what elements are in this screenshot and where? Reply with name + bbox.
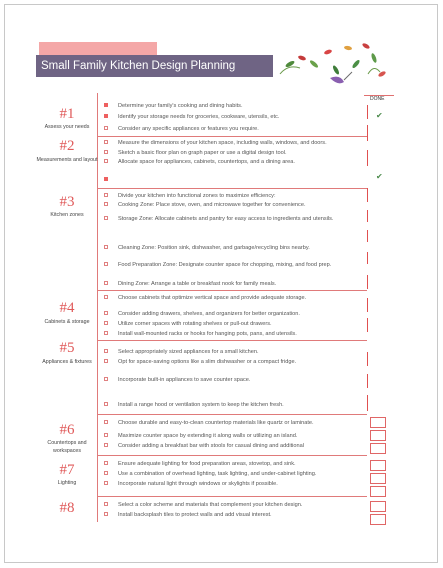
done-column-rail	[367, 188, 368, 202]
list-item: Dining Zone: Arrange a table or breakfast nook for family meals.	[104, 281, 364, 289]
section-label: Measurements and layout	[36, 157, 98, 163]
checkbox-icon[interactable]	[104, 216, 108, 220]
section-divider	[97, 414, 367, 415]
checkbox-icon[interactable]	[104, 359, 108, 363]
checkbox-icon[interactable]	[104, 433, 108, 437]
done-column-rail	[367, 352, 368, 366]
checkbox-icon[interactable]	[104, 295, 108, 299]
title-accent	[39, 42, 157, 56]
done-column-rail	[367, 150, 368, 166]
section-number: #8	[59, 500, 75, 516]
list-item: Determine your family's cooking and dining habits.	[104, 103, 364, 111]
section-divider	[97, 455, 367, 456]
done-column-rail	[367, 374, 368, 388]
list-item: Cooking Zone: Place stove, oven, and microwave together for convenience.	[104, 202, 364, 210]
list-item: Ensure adequate lighting for food preparation areas, stovetop, and sink.	[104, 461, 364, 469]
list-item: Install wall-mounted racks or hooks for hanging pots, pans, and utensils.	[104, 331, 364, 339]
done-checkbox[interactable]	[370, 486, 386, 497]
done-column-rail	[367, 318, 368, 332]
list-item: Cleaning Zone: Position sink, dishwasher, and garbage/recycling bins nearby.	[104, 245, 364, 253]
checkmark-icon: ✔	[376, 172, 383, 181]
done-checkbox[interactable]	[370, 514, 386, 525]
section-number: #6	[59, 422, 75, 438]
done-checkbox[interactable]	[370, 460, 386, 471]
list-item: Use a combination of overhead lighting, task lighting, and under-cabinet lighting.	[104, 471, 364, 479]
checkbox-icon[interactable]	[104, 193, 108, 197]
list-item: Storage Zone: Allocate cabinets and pantry for easy access to ingredients and utensils.	[104, 216, 364, 224]
checkbox-icon[interactable]	[104, 331, 108, 335]
section-divider	[97, 188, 367, 189]
section-label: Lighting	[57, 480, 77, 486]
list-item: Identify your storage needs for groceries, cookware, utensils, etc.	[104, 114, 364, 122]
checkbox-icon[interactable]	[104, 126, 108, 130]
list-item: Food Preparation Zone: Designate counter space for chopping, mixing, and food prep.	[104, 262, 364, 270]
checkbox-icon[interactable]	[104, 202, 108, 206]
bullet-icon	[104, 114, 108, 118]
checkbox-icon[interactable]	[104, 262, 108, 266]
section-label: Countertops and workspaces	[47, 440, 87, 454]
section-divider	[97, 340, 367, 341]
done-checkbox[interactable]	[370, 430, 386, 441]
done-column-rail	[367, 252, 368, 264]
section-number: #1	[59, 106, 75, 122]
list-item: Divide your kitchen into functional zones to maximize efficiency:	[104, 193, 364, 201]
bullet-icon	[104, 177, 108, 181]
list-item: Utilize corner spaces with rotating shelves or pull-out drawers.	[104, 321, 364, 329]
list-item: Select a color scheme and materials that complement your kitchen design.	[104, 502, 364, 510]
checkbox-icon[interactable]	[104, 481, 108, 485]
done-column-label: DONE	[370, 96, 385, 102]
checkbox-icon[interactable]	[104, 377, 108, 381]
checkbox-icon[interactable]	[104, 502, 108, 506]
list-item: Consider adding drawers, shelves, and organizers for better organization.	[104, 311, 364, 319]
list-item: Measure the dimensions of your kitchen space, including walls, windows, and doors.	[104, 140, 364, 148]
done-column-header-line	[364, 95, 394, 106]
checkbox-icon[interactable]	[104, 311, 108, 315]
checkbox-icon[interactable]	[104, 140, 108, 144]
list-item: Maximize counter space by extending it along walls or utilizing an island.	[104, 433, 364, 441]
done-column-rail	[367, 298, 368, 312]
checkbox-icon[interactable]	[104, 420, 108, 424]
floral-decoration	[270, 34, 388, 92]
checkbox-icon[interactable]	[104, 281, 108, 285]
checkbox-icon[interactable]	[104, 512, 108, 516]
done-checkbox[interactable]	[370, 473, 386, 484]
page-title: Small Family Kitchen Design Planning	[36, 55, 273, 77]
section-number: #4	[59, 300, 75, 316]
section-divider	[97, 290, 367, 291]
list-item: Incorporate built-in appliances to save counter space.	[104, 377, 364, 385]
section-label: Appliances & fixtures	[42, 359, 92, 365]
list-item: Sketch a basic floor plan on graph paper or use a digital design tool.	[104, 150, 364, 158]
list-item: Choose cabinets that optimize vertical space and provide adequate storage.	[104, 295, 364, 303]
done-column-rail	[367, 105, 368, 119]
done-column-rail	[367, 395, 368, 411]
section-divider	[97, 136, 367, 137]
section-number: #5	[59, 340, 75, 356]
section-label: Cabinets & storage	[44, 319, 90, 325]
list-item: Allocate space for appliances, cabinets, countertops, and a dining area.	[104, 159, 364, 167]
list-item: Select appropriately sized appliances for a small kitchen.	[104, 349, 364, 357]
list-item: Opt for space-saving options like a slim dishwasher or a compact fridge.	[104, 359, 364, 367]
section-number: #2	[59, 138, 75, 154]
done-column-rail	[367, 230, 368, 242]
section-label: Assess your needs	[44, 124, 90, 130]
checkmark-icon: ✔	[376, 111, 383, 120]
list-item: Choose durable and easy-to-clean countertop materials like quartz or laminate.	[104, 420, 364, 428]
done-checkbox[interactable]	[370, 417, 386, 428]
bullet-icon	[104, 103, 108, 107]
done-checkbox[interactable]	[370, 443, 386, 454]
checkbox-icon[interactable]	[104, 471, 108, 475]
list-item: Incorporate natural light through windows or skylights if possible.	[104, 481, 364, 489]
list-item: Consider adding a breakfast bar with stools for casual dining and additional	[104, 443, 364, 451]
section-label: Kitchen zones	[50, 212, 84, 218]
checkbox-icon[interactable]	[104, 443, 108, 447]
list-item: Install a range hood or ventilation system to keep the kitchen fresh.	[104, 402, 364, 410]
checkbox-icon[interactable]	[104, 245, 108, 249]
list-item: Install backsplash tiles to protect walls and add visual interest.	[104, 512, 364, 520]
checkbox-icon[interactable]	[104, 461, 108, 465]
done-column-rail	[367, 275, 368, 289]
section-divider	[97, 496, 367, 497]
section-number: #3	[59, 194, 75, 210]
done-checkbox[interactable]	[370, 501, 386, 512]
list-item: Consider any specific appliances or features you require.	[104, 126, 364, 134]
section-number: #7	[59, 462, 75, 478]
checkbox-icon[interactable]	[104, 159, 108, 163]
checkbox-icon[interactable]	[104, 349, 108, 353]
checkbox-icon[interactable]	[104, 150, 108, 154]
done-column-rail	[367, 125, 368, 141]
done-column-rail	[367, 210, 368, 222]
checkbox-icon[interactable]	[104, 321, 108, 325]
checkbox-icon[interactable]	[104, 402, 108, 406]
